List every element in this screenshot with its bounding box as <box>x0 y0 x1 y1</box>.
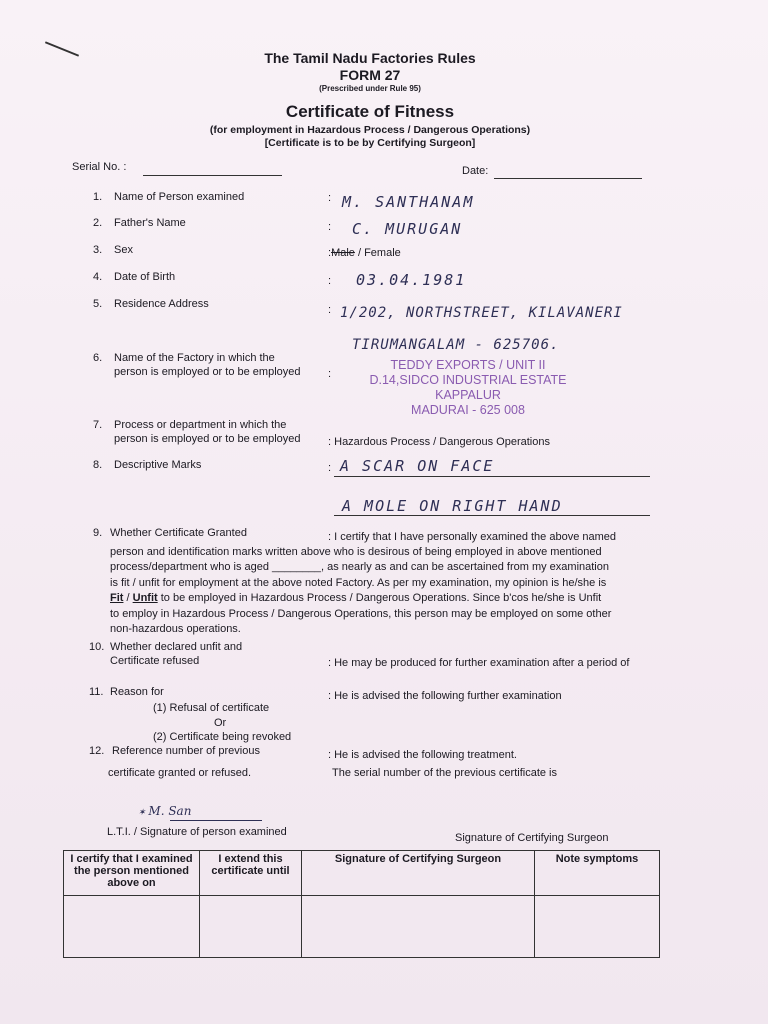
stamp-line: MADURAI - 625 008 <box>411 403 525 417</box>
fit-option: Fit <box>110 592 124 605</box>
field-label-process: Process or department in which the <box>114 419 287 431</box>
extension-table <box>63 850 660 958</box>
stamp-line: TEDDY EXPORTS / UNIT II <box>390 358 546 372</box>
field-label-marks: Descriptive Marks <box>114 459 202 471</box>
field-label-father: Father's Name <box>114 217 186 229</box>
field-label-factory-2: person is employed or to be employed <box>114 366 301 378</box>
item-number: 5. <box>93 298 103 310</box>
table-cell <box>200 896 302 958</box>
item-number: 12. <box>89 745 105 757</box>
marks-line-1 <box>334 476 650 477</box>
stamp-line: KAPPALUR <box>435 388 501 402</box>
further-exam-advice: : He is advised the following further examination <box>328 690 562 702</box>
field-label-unfit: Whether declared unfit and <box>110 641 243 653</box>
field-label-reference-2: certificate granted or refused. <box>108 767 252 779</box>
certificate-title: Certificate of Fitness <box>285 102 455 121</box>
col-surgeon-signature: Signature of Certifying Surgeon <box>302 851 535 896</box>
item-number: 7. <box>93 419 103 431</box>
serial-label: Serial No. : <box>72 161 127 173</box>
father-name-value: C. MURUGAN <box>352 220 463 238</box>
signature-stroke <box>170 820 262 821</box>
surgeon-signature-label: Signature of Certifying Surgeon <box>455 832 609 844</box>
field-label-sex: Sex <box>114 244 133 256</box>
colon: : <box>328 462 332 474</box>
previous-serial: The serial number of the previous certificate is <box>332 767 557 779</box>
treatment-advice: : He is advised the following treatment. <box>328 749 517 761</box>
certify-paragraph: person and identification marks written above who is desirous of being employed in above mentioned process/department who is aged ________, as nearly as and can be ascertained from my examination is fit / unfit for employment at the above noted Factory. As per my examination, my opinion is he/she is Fit / Unfit to be employed in Hazardous Process / Dangerous Operations. Since b'cos he/she is Unfit to employ in Hazardous Process / Dangerous Operations, this person may be employed on some other non-hazardous operations. <box>110 546 612 636</box>
table-cell <box>535 896 660 958</box>
marks-value-1: A SCAR ON FACE <box>340 457 495 475</box>
field-label-granted: Whether Certificate Granted <box>110 527 247 539</box>
item-number: 9. <box>93 527 103 539</box>
form-number: FORM 27 <box>339 67 401 83</box>
field-label-name: Name of Person examined <box>114 191 245 203</box>
item-number: 3. <box>93 244 103 256</box>
name-value: M. SANTHANAM <box>342 193 475 211</box>
item-number: 2. <box>93 217 103 229</box>
col-extend-until: I extend this certificate until <box>200 851 302 896</box>
address-line-1: 1/202, NORTHSTREET, KILAVANERI <box>340 305 623 321</box>
subtitle-employment: (for employment in Hazardous Process / Dangerous Operations) <box>209 124 531 136</box>
reason-refusal: (1) Refusal of certificate <box>153 702 270 714</box>
colon: : <box>328 275 332 287</box>
colon: : <box>328 304 332 316</box>
examined-person-signature: ✶ M. San <box>138 804 192 818</box>
sex-option-male: Male <box>331 247 355 259</box>
col-note-symptoms: Note symptoms <box>535 851 660 896</box>
lti-signature-label: L.T.I. / Signature of person examined <box>107 826 287 838</box>
factory-stamp <box>358 358 578 418</box>
process-value: : Hazardous Process / Dangerous Operations <box>328 436 550 448</box>
stamp-line: D.14,SIDCO INDUSTRIAL ESTATE <box>369 373 567 387</box>
item-number: 10. <box>89 641 105 653</box>
field-label-process-2: person is employed or to be employed <box>114 433 301 445</box>
field-label-reference: Reference number of previous <box>112 745 260 757</box>
table-cell <box>64 896 200 958</box>
colon: : <box>328 368 332 380</box>
serial-blank <box>143 175 282 176</box>
reason-revoked: (2) Certificate being revoked <box>153 731 292 743</box>
field-label-dob: Date of Birth <box>114 271 176 283</box>
marks-line-2 <box>334 515 650 516</box>
table-cell <box>302 896 535 958</box>
item-number: 11. <box>89 686 104 698</box>
field-label-reason: Reason for <box>110 686 164 698</box>
item-number: 4. <box>93 271 103 283</box>
field-label-unfit-2: Certificate refused <box>110 655 200 667</box>
field-label-factory: Name of the Factory in which the <box>114 352 275 364</box>
prescribed-note: (Prescribed under Rule 95) <box>319 84 421 93</box>
address-line-2: TIRUMANGALAM - 625706. <box>352 337 560 353</box>
field-label-address: Residence Address <box>114 298 209 310</box>
sex-option-female: / Female <box>354 247 401 259</box>
rules-title: The Tamil Nadu Factories Rules <box>264 50 476 66</box>
subtitle-surgeon: [Certificate is to be by Certifying Surgeon] <box>264 137 476 149</box>
colon: : <box>328 221 332 233</box>
certify-line-1: : I certify that I have personally examined the above named <box>328 531 616 543</box>
item-number: 1. <box>93 191 103 203</box>
item-number: 6. <box>93 352 103 364</box>
reason-or: Or <box>214 717 227 729</box>
item-number: 8. <box>93 459 103 471</box>
sex-value: :Male / Female <box>328 247 401 259</box>
colon: : <box>328 192 332 204</box>
further-exam-period: : He may be produced for further examination after a period of <box>328 657 630 669</box>
date-label: Date: <box>462 165 489 177</box>
date-blank <box>494 178 642 179</box>
unfit-option: Unfit <box>132 592 158 605</box>
col-examined-on: I certify that I examined the person mentioned above on <box>64 851 200 896</box>
marks-value-2: A MOLE ON RIGHT HAND <box>342 497 563 515</box>
dob-value: 03.04.1981 <box>356 271 467 289</box>
